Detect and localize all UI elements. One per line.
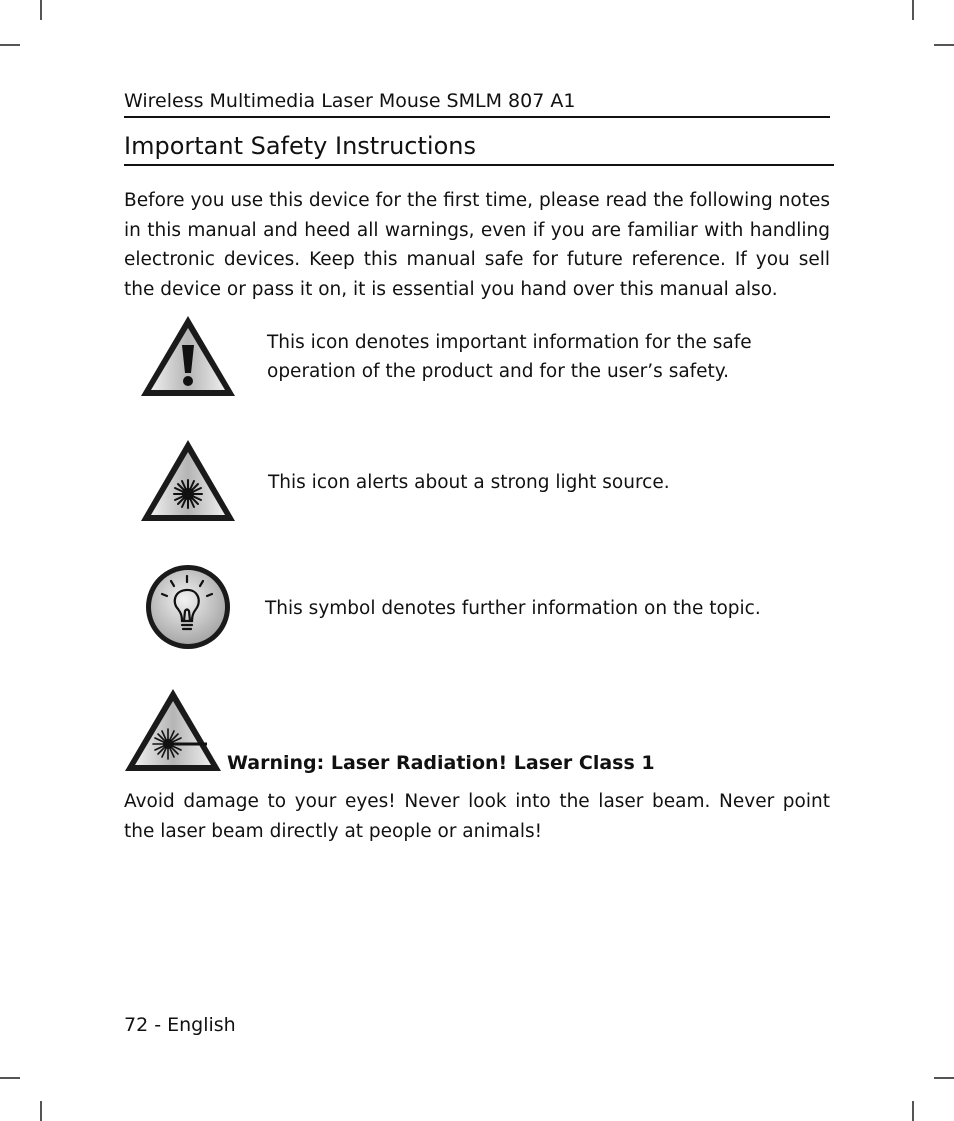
crop-mark: [912, 0, 914, 20]
laser-warning-heading: Warning: Laser Radiation! Laser Class 1: [227, 752, 655, 774]
crop-mark: [934, 44, 954, 46]
light-source-warning-icon: [138, 437, 238, 524]
warning-exclamation-icon: [138, 313, 238, 399]
laser-warning-paragraph: Avoid damage to your eyes! Never look into the laser beam. Never point the laser beam directly at people or animals!: [124, 791, 830, 842]
laser-radiation-icon: [123, 687, 223, 773]
lightbulb-info-icon: [144, 563, 232, 651]
running-header: Wireless Multimedia Laser Mouse SMLM 807 A1: [124, 88, 830, 118]
crop-mark: [0, 1077, 20, 1079]
crop-mark: [40, 0, 42, 20]
intro-paragraph: Before you use this device for the first time, please read the following notes in this manual and heed all warnings, even if you are familiar with handling electronic devices. Keep this manual safe for future reference. If you sell the device or pass it on, it is essential you hand over this manual also.: [124, 190, 830, 300]
crop-mark: [934, 1077, 954, 1079]
symbol-description: This symbol denotes further information on the topic.: [265, 598, 761, 619]
page-number: 72 - English: [124, 1014, 236, 1036]
section-title: Important Safety Instructions: [124, 130, 834, 166]
crop-mark: [40, 1101, 42, 1121]
symbol-description: This icon denotes important information for the safe operation of the product and for the user’s safety.: [267, 332, 752, 382]
symbol-description: This icon alerts about a strong light source.: [268, 472, 670, 493]
crop-mark: [0, 44, 20, 46]
crop-mark: [912, 1101, 914, 1121]
